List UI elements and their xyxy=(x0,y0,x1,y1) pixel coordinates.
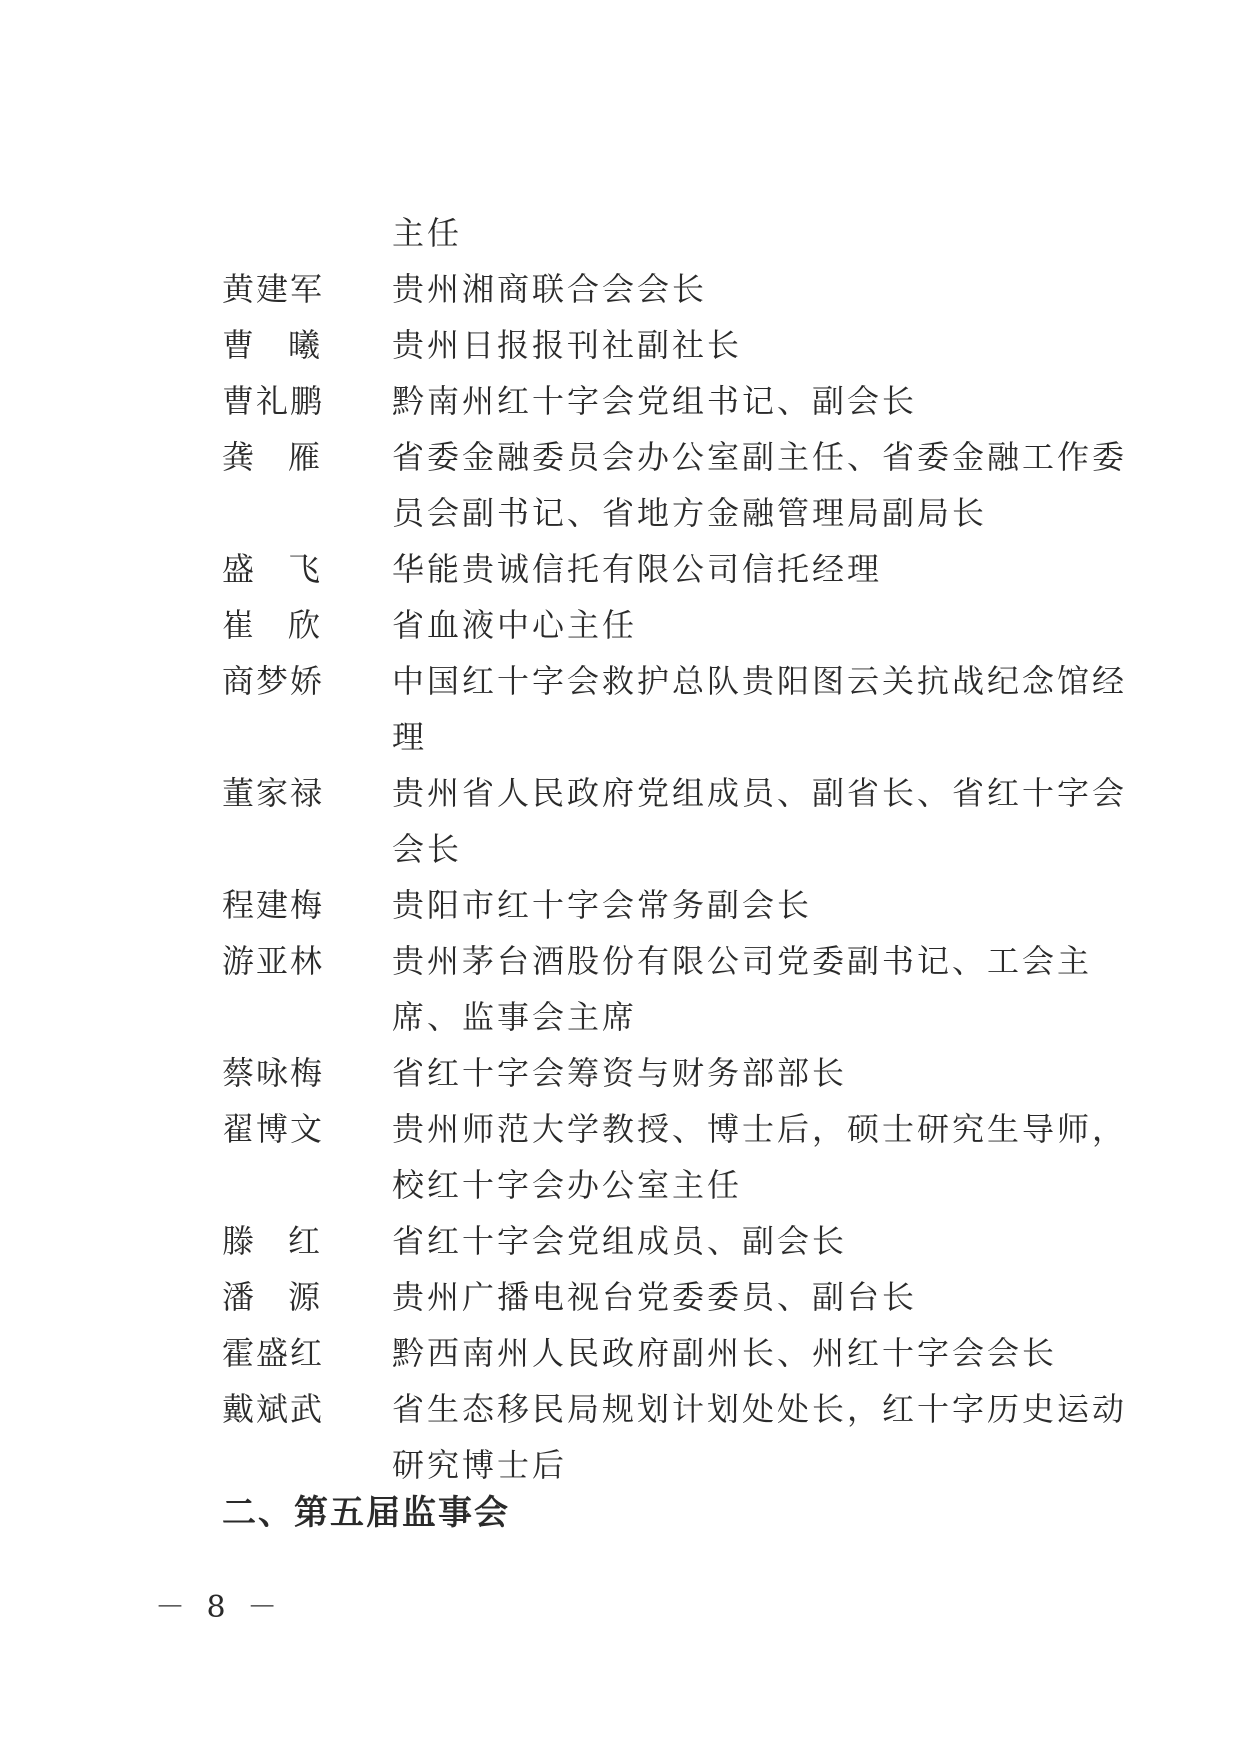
member-entry xyxy=(222,877,1132,933)
member-entry xyxy=(222,261,1132,317)
entry-name: 蔡咏梅 xyxy=(222,1054,325,1092)
entry-name: 翟博文 xyxy=(222,1110,325,1148)
member-entry xyxy=(222,373,1132,429)
member-entry xyxy=(222,597,1132,653)
page-number: － 8 － xyxy=(155,1590,284,1625)
member-entry xyxy=(222,429,1132,541)
entry-name: 董家禄 xyxy=(222,774,325,812)
entry-duty: 主任 xyxy=(392,214,463,252)
entry-duty: 贵州日报报刊社副社长 xyxy=(392,326,743,364)
member-entry xyxy=(222,653,1132,765)
member-entry xyxy=(222,317,1132,373)
entry-name: 滕红 xyxy=(222,1222,355,1260)
entry-duty: 贵州省人民政府党组成员、副省长、省红十字会会长 xyxy=(392,774,1128,868)
entry-duty: 省血液中心主任 xyxy=(392,606,638,644)
entry-name: 霍盛红 xyxy=(222,1334,325,1372)
entry-duty: 贵州茅台酒股份有限公司党委副书记、工会主席、监事会主席 xyxy=(392,942,1093,1036)
entry-name: 龚雁 xyxy=(222,438,355,476)
entry-duty: 贵州师范大学教授、博士后，硕士研究生导师，校红十字会办公室主任 xyxy=(392,1110,1128,1204)
entry-name: 崔欣 xyxy=(222,606,355,644)
entry-duty: 贵州广播电视台党委委员、副台长 xyxy=(392,1278,918,1316)
entry-duty: 华能贵诚信托有限公司信托经理 xyxy=(392,550,883,588)
entry-duty: 省红十字会筹资与财务部部长 xyxy=(392,1054,848,1092)
member-entry xyxy=(222,1045,1132,1101)
member-entry xyxy=(222,765,1132,877)
entry-name: 游亚林 xyxy=(222,942,325,980)
section-title: 二、第五届监事会 xyxy=(222,1493,510,1533)
entry-name: 曹礼鹏 xyxy=(222,382,325,420)
entry-duty: 黔西南州人民政府副州长、州红十字会会长 xyxy=(392,1334,1058,1372)
entry-duty: 黔南州红十字会党组书记、副会长 xyxy=(392,382,918,420)
member-entry xyxy=(222,1325,1132,1381)
member-entry xyxy=(222,541,1132,597)
member-entry xyxy=(222,1269,1132,1325)
member-list xyxy=(222,205,1132,1493)
member-entry xyxy=(222,1213,1132,1269)
entry-duty: 贵阳市红十字会常务副会长 xyxy=(392,886,813,924)
entry-duty: 省生态移民局规划计划处处长，红十字历史运动研究博士后 xyxy=(392,1390,1128,1484)
entry-duty: 贵州湘商联合会会长 xyxy=(392,270,708,308)
continuation-row xyxy=(222,205,1132,261)
entry-name: 商梦娇 xyxy=(222,662,325,700)
entry-name: 程建梅 xyxy=(222,886,325,924)
entry-duty: 省委金融委员会办公室副主任、省委金融工作委员会副书记、省地方金融管理局副局长 xyxy=(392,438,1128,532)
entry-name: 潘源 xyxy=(222,1278,355,1316)
entry-name: 曹曦 xyxy=(222,326,355,364)
member-entry xyxy=(222,933,1132,1045)
entry-duty: 中国红十字会救护总队贵阳图云关抗战纪念馆经理 xyxy=(392,662,1128,756)
entry-name: 盛飞 xyxy=(222,550,355,588)
member-entry xyxy=(222,1101,1132,1213)
entry-name: 黄建军 xyxy=(222,270,325,308)
entry-duty: 省红十字会党组成员、副会长 xyxy=(392,1222,848,1260)
member-entry xyxy=(222,1381,1132,1493)
entry-name: 戴斌武 xyxy=(222,1390,325,1428)
